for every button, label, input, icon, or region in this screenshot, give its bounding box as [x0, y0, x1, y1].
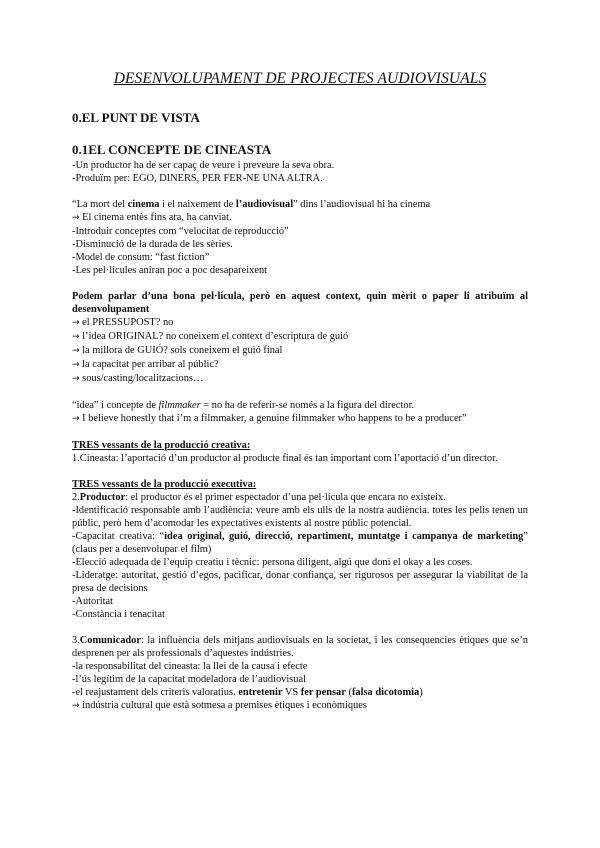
arrow-item: → El cinema entès fins ara, ha canviat.: [72, 212, 232, 223]
arrow-icon: →: [72, 701, 80, 711]
section-heading: 0.EL PUNT DE VISTA: [72, 110, 200, 125]
list-item: -Autoritat: [72, 596, 113, 607]
arrow-icon: →: [72, 346, 80, 356]
arrow-icon: →: [72, 213, 80, 223]
arrow-item: → la millora de GUIÓ? sols coneixem el guió final: [72, 345, 283, 356]
list-item: -Disminució de la durada de les sèries.: [72, 239, 233, 250]
paragraph: -Identificació responsable amb l’audiència: veure amb els ulls de la nostra audiència. totes les pelis tenen un públic, però hem d’acomodar les expectatives existents al nostre públic potencial.: [72, 505, 528, 529]
paragraph: -Produïm per: EGO, DINERS, PER FER-NE UNA ALTRA.: [72, 173, 323, 184]
paragraph: -Lideratge: autoritat, gestió d’egos, pacificar, donar confiança, ser rigurosos per assegurar la viabilitat de la presa de decisions: [72, 570, 528, 594]
arrow-icon: →: [72, 414, 80, 424]
section-heading-underlined: TRES vessants de la producció executiva:: [72, 479, 257, 490]
bold-question: Podem parlar d’una bona pel·lícula, però en aquest context, quin mèrit o paper li atribuïm al desenvolupament: [72, 291, 528, 315]
list-item: -el reajustament dels criteris valoratius. entretenir VS fer pensar (falsa dicotomia): [72, 687, 423, 698]
arrow-item: → sous/casting/localitzacions…: [72, 373, 204, 384]
paragraph: 1.Cineasta: l’aportació d’un productor al producte final és tan important com l’aportació d’un director.: [72, 453, 498, 464]
arrow-item: → el PRESSUPOST? no: [72, 317, 174, 328]
subsection-heading: 0.1EL CONCEPTE DE CINEASTA: [72, 142, 272, 157]
paragraph: -Capacitat creativa: “idea original, guió, direcció, repartiment, muntatge i campanya de marketing” (claus per a desenvolupar el film): [72, 531, 528, 555]
document-title: DESENVOLUPAMENT DE PROJECTES AUDIOVISUALS: [113, 70, 487, 87]
document-page: [72, 70, 528, 713]
arrow-item: → indústria cultural que està sotmesa a premises ètiques i econòmiques: [72, 700, 367, 711]
paragraph: 3.Comunicador: la influència dels mitjans audiovisuals en la societat, i les consequencies ètiques que se’n desprenen per als professionals d’aquestes indústries.: [72, 635, 528, 659]
paragraph: -Elecció adequada de l’equip creatiu i tècnic: persona diligent, algú que doni el okay a les coses.: [72, 557, 473, 568]
arrow-item: → I believe honestly that i’m a filmmaker, a genuine filmmaker who happens to be a producer”: [72, 413, 467, 424]
arrow-item: → l’idea ORIGINAL? no coneixem el context d’escriptura de guió: [72, 331, 349, 342]
paragraph: -Un productor ha de ser capaç de veure i preveure la seva obra.: [72, 160, 335, 171]
arrow-icon: →: [72, 374, 80, 384]
arrow-icon: →: [72, 360, 80, 370]
arrow-icon: →: [72, 318, 80, 328]
paragraph: “idea” i concepte de filmmaker = no ha de referir-se només a la figura del director.: [72, 400, 415, 411]
section-heading-underlined: TRES vessants de la producció creativa:: [72, 440, 251, 451]
paragraph: 2.Productor: el productor és el primer espectador d’una pel·lícula que encara no existeix.: [72, 492, 446, 503]
list-item: -Constància i tenacitat: [72, 609, 165, 620]
list-item: -Les pel·lícules aniran poc a poc desapareixent: [72, 265, 268, 276]
quote-line: “La mort del cinema i el naixement de l’audiovisual” dins l’audiovisual hi ha cinema: [72, 199, 431, 210]
list-item: -Introduir conceptes com “velocitat de reproducció”: [72, 226, 289, 237]
list-item: -la responsabilitat del cineasta: la llei de la causa i efecte: [72, 661, 308, 672]
list-item: -l’ús legítim de la capacitat modeladora de l’audiovisual: [72, 674, 306, 685]
arrow-icon: →: [72, 332, 80, 342]
list-item: -Model de consum: “fast fiction”: [72, 252, 210, 263]
arrow-item: → la capacitat per arribar al públic?: [72, 359, 219, 370]
